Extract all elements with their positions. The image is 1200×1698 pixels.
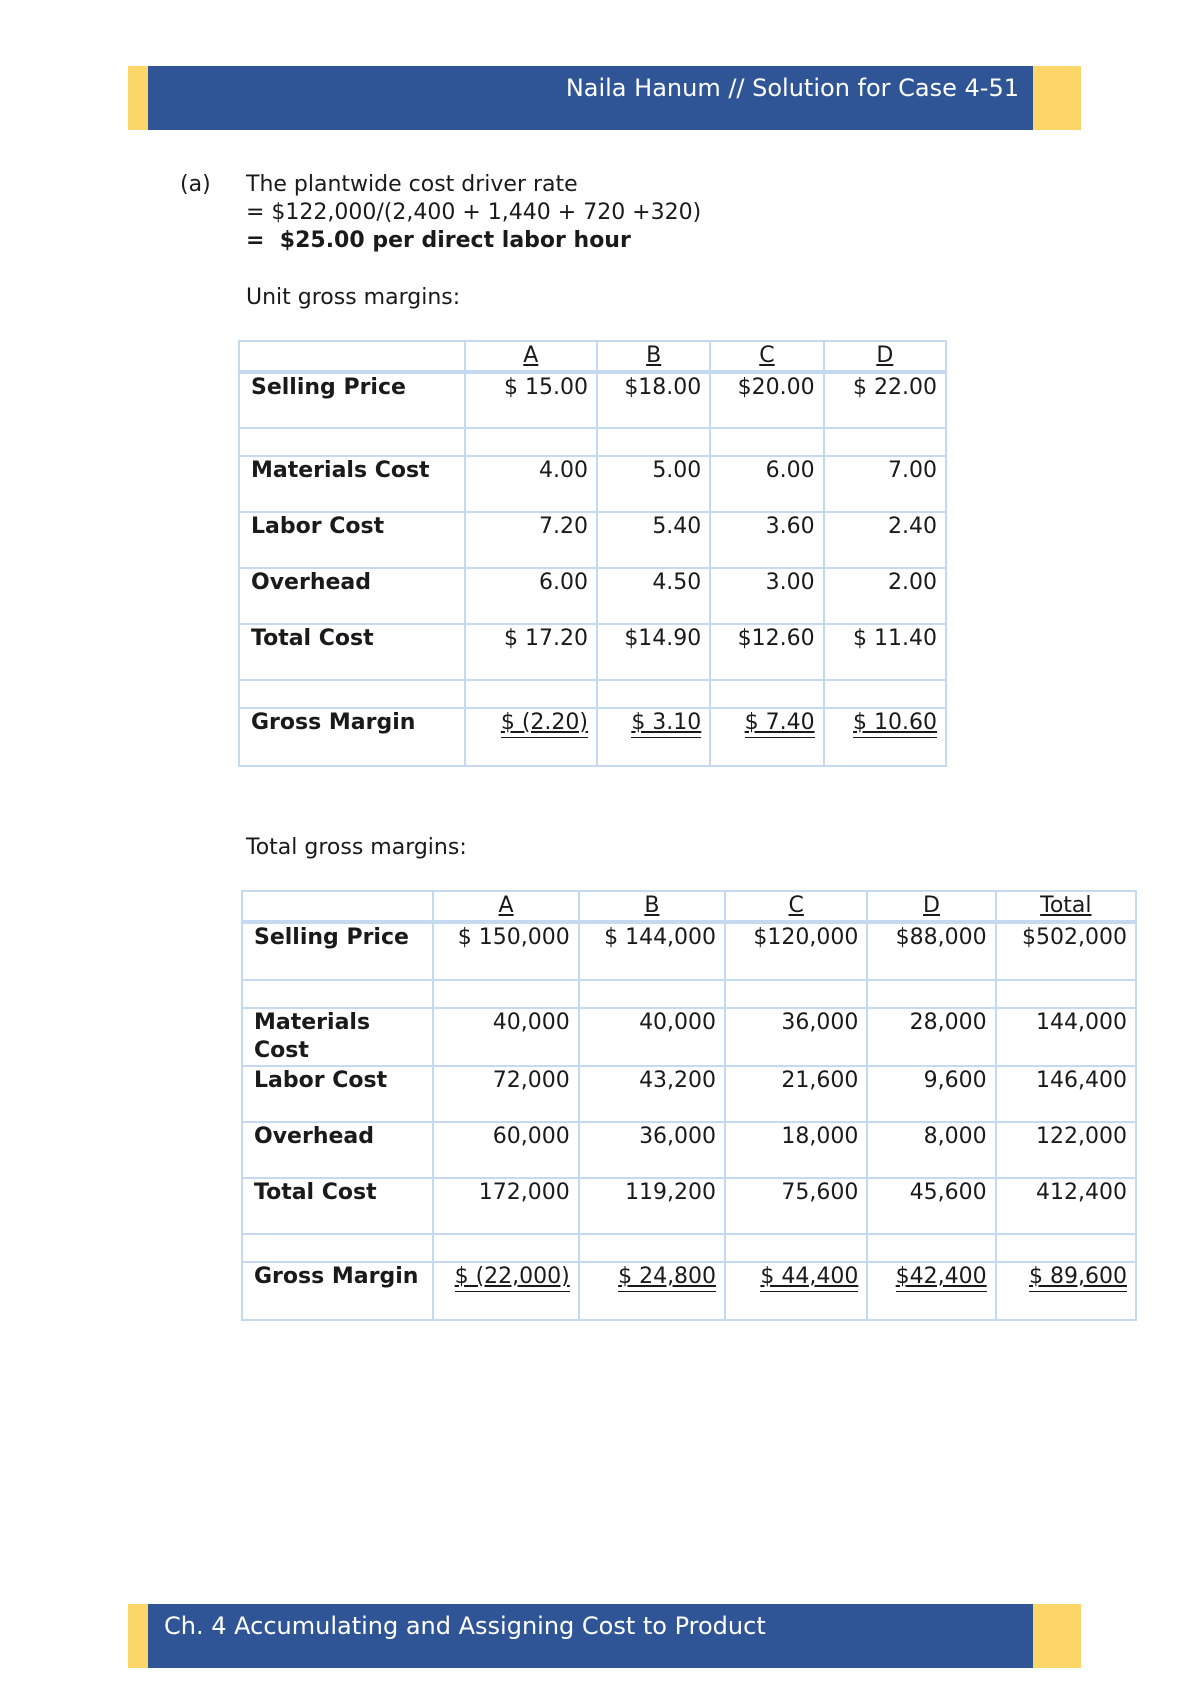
table-cell: $ 17.20 [465,624,597,680]
table-cell: 2.00 [824,568,946,624]
column-header: C [725,891,867,922]
row-label: Total Cost [242,1178,433,1234]
row-label: Overhead [242,1122,433,1178]
row-label: Materials Cost [239,456,465,512]
table-cell [996,1234,1136,1262]
table-cell [824,708,946,766]
table-cell: $14.90 [597,624,710,680]
table-header-row [242,891,1136,922]
footer-band [128,1604,1081,1668]
header-blank-cell [242,891,433,922]
total-table-caption: Total gross margins: [246,835,467,860]
footer-accent-left [128,1604,148,1668]
table-cell: $502,000 [996,922,1136,980]
table-row [242,1066,1136,1122]
table-cell: 4.50 [597,568,710,624]
table-cell [597,428,710,456]
table-cell: 7.20 [465,512,597,568]
table-cell: 36,000 [579,1122,725,1178]
row-label [239,428,465,456]
table-cell [465,680,597,708]
table-cell: 43,200 [579,1066,725,1122]
header-accent-left [128,66,148,130]
gross-margin-value: $ 7.40 [745,710,815,738]
table-row [239,428,946,456]
table-cell: 3.60 [710,512,823,568]
table-cell: 72,000 [433,1066,578,1122]
table-cell: 28,000 [867,1008,995,1066]
table-cell: 8,000 [867,1122,995,1178]
table-cell [710,428,823,456]
header-blank-cell [239,341,465,372]
footer-bar [148,1604,1033,1668]
table-cell [433,1234,578,1262]
table-row [239,372,946,428]
footer-accent-right [1033,1604,1081,1668]
footer-title: Ch. 4 Accumulating and Assigning Cost to Product [164,1612,766,1640]
row-label: Labor Cost [242,1066,433,1122]
column-header: Total [996,891,1136,922]
row-label [242,1234,433,1262]
table-cell [725,1262,867,1320]
row-label: Gross Margin [242,1262,433,1320]
table-row [239,680,946,708]
table-cell: 7.00 [824,456,946,512]
table-cell: $ 144,000 [579,922,725,980]
table-cell: 6.00 [710,456,823,512]
table-cell [465,708,597,766]
table-cell [867,980,995,1008]
row-label: Total Cost [239,624,465,680]
table-row [239,568,946,624]
driver-rate-result [246,227,631,255]
column-header: A [433,891,578,922]
table-cell: 144,000 [996,1008,1136,1066]
table-cell [824,428,946,456]
gross-margin-value: $ 3.10 [631,710,701,738]
row-label: Overhead [239,568,465,624]
table-cell: 6.00 [465,568,597,624]
row-label: Selling Price [239,372,465,428]
column-header: C [710,341,823,372]
gross-margin-value: $42,400 [896,1264,987,1292]
column-header: B [579,891,725,922]
table-cell [579,1234,725,1262]
table-cell: 119,200 [579,1178,725,1234]
table-row [239,708,946,766]
table-cell: $120,000 [725,922,867,980]
header-bar [148,66,1033,130]
table-cell: 40,000 [579,1008,725,1066]
column-header: B [597,341,710,372]
part-a-label: (a) [180,172,211,197]
table-cell: 5.00 [597,456,710,512]
row-label: Selling Price [242,922,433,980]
table-cell [725,980,867,1008]
table-cell: $18.00 [597,372,710,428]
table-row [242,922,1136,980]
table-cell [433,980,578,1008]
table-cell: $12.60 [710,624,823,680]
table-cell [579,980,725,1008]
header-title: Naila Hanum // Solution for Case 4-51 [565,74,1019,102]
table-row [239,512,946,568]
column-header: D [824,341,946,372]
table-cell: 2.40 [824,512,946,568]
table-cell [465,428,597,456]
gross-margin-value: $ (22,000) [455,1264,570,1292]
table-cell: 5.40 [597,512,710,568]
table-cell: 21,600 [725,1066,867,1122]
table-cell: $88,000 [867,922,995,980]
table-cell [710,708,823,766]
driver-rate-value: $25.00 per direct labor hour [279,228,631,253]
table-cell: $ 22.00 [824,372,946,428]
row-label: Materials Cost [242,1008,433,1066]
column-header: A [465,341,597,372]
table-cell: $20.00 [710,372,823,428]
equals-sign: = [246,228,265,253]
table-cell: 172,000 [433,1178,578,1234]
column-header: D [867,891,995,922]
gross-margin-value: $ 89,600 [1029,1264,1127,1292]
gross-margin-value: $ 10.60 [853,710,937,738]
table-cell [867,1262,995,1320]
table-row [239,456,946,512]
table-cell [824,680,946,708]
table-cell: $ 11.40 [824,624,946,680]
table-cell: 146,400 [996,1066,1136,1122]
row-label [239,680,465,708]
total-gross-margins-table [241,890,1137,1321]
table-cell: 9,600 [867,1066,995,1122]
table-row [239,624,946,680]
table-cell [996,980,1136,1008]
table-cell [433,1262,578,1320]
table-row [242,1178,1136,1234]
header-band [128,66,1081,130]
table-cell [579,1262,725,1320]
table-row [242,1234,1136,1262]
gross-margin-value: $ 44,400 [760,1264,858,1292]
driver-rate-formula: = $122,000/(2,400 + 1,440 + 720 +320) [246,200,702,225]
row-label: Labor Cost [239,512,465,568]
table-cell [597,708,710,766]
table-cell: 36,000 [725,1008,867,1066]
table-row [242,980,1136,1008]
unit-table-caption: Unit gross margins: [246,285,461,310]
unit-gross-margins-table [238,340,947,767]
table-cell: 3.00 [710,568,823,624]
table-cell: 4.00 [465,456,597,512]
table-cell: $ 15.00 [465,372,597,428]
table-cell: $ 150,000 [433,922,578,980]
table-cell: 40,000 [433,1008,578,1066]
gross-margin-value: $ 24,800 [618,1264,716,1292]
driver-rate-line: The plantwide cost driver rate [246,172,578,197]
table-header-row [239,341,946,372]
table-cell: 412,400 [996,1178,1136,1234]
table-cell: 122,000 [996,1122,1136,1178]
table-cell: 75,600 [725,1178,867,1234]
table-cell [867,1234,995,1262]
header-accent-right [1033,66,1081,130]
table-row [242,1008,1136,1066]
table-cell [710,680,823,708]
table-cell [597,680,710,708]
gross-margin-value: $ (2.20) [501,710,588,738]
table-cell: 60,000 [433,1122,578,1178]
table-cell [725,1234,867,1262]
row-label [242,980,433,1008]
row-label: Gross Margin [239,708,465,766]
table-cell [996,1262,1136,1320]
table-cell: 45,600 [867,1178,995,1234]
table-row [242,1122,1136,1178]
table-cell: 18,000 [725,1122,867,1178]
table-row [242,1262,1136,1320]
